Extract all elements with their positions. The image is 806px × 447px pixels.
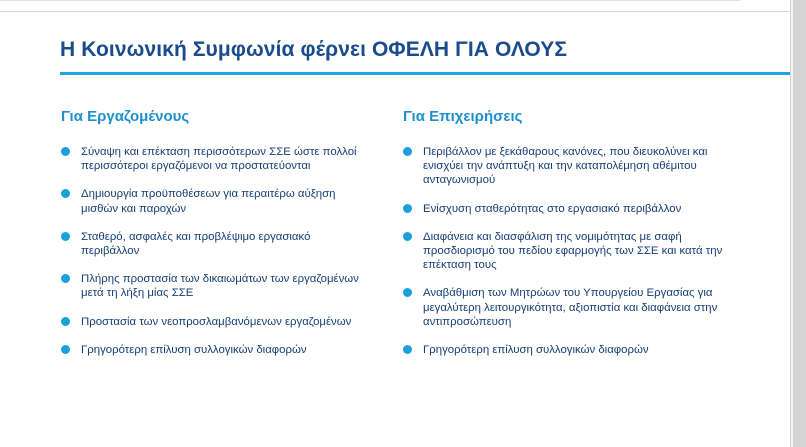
bullet-icon: [403, 345, 412, 354]
bullet-icon: [61, 189, 70, 198]
bullet-icon: [61, 232, 70, 241]
list-item: [61, 187, 361, 215]
list-item: [403, 202, 723, 216]
top-border: [0, 0, 740, 1]
employees-heading: Για Εργαζομένους: [61, 108, 190, 125]
list-item-text: Αναβάθμιση των Μητρώων του Υπουργείου Εργασίας για μεγαλύτερη λειτουργικότητα, αξιοπιστία και διαφάνεια στην αντιπροσώπευση: [423, 287, 718, 328]
list-item-text: Γρηγορότερη επίλυση συλλογικών διαφορών: [81, 343, 307, 356]
list-item-text: Δημιουργία προϋποθέσεων για περαιτέρω αύξηση μισθών και παροχών: [81, 188, 336, 215]
title-underline: [60, 72, 790, 75]
businesses-list: [403, 145, 723, 357]
bullet-icon: [61, 147, 70, 156]
list-item: [403, 286, 723, 329]
employees-list: [61, 145, 361, 357]
list-item: [61, 272, 361, 300]
bullet-icon: [61, 345, 70, 354]
list-item: [61, 343, 361, 357]
list-item-text: Ενίσχυση σταθερότητας στο εργασιακό περιβάλλον: [423, 202, 682, 215]
list-item-text: Πλήρης προστασία των δικαιωμάτων των εργαζομένων μετά τη λήξη μίας ΣΣΕ: [81, 273, 359, 300]
businesses-column: [403, 108, 723, 371]
list-item: [61, 145, 361, 173]
list-item: [61, 230, 361, 258]
list-item-text: Περιβάλλον με ξεκάθαρους κανόνες, που διευκολύνει και ενισχύει την ανάπτυξη και την καταπολέμηση αθέμιτου ανταγωνισμού: [423, 146, 708, 187]
bullet-icon: [61, 274, 70, 283]
bullet-icon: [61, 317, 70, 326]
list-item-text: Γρηγορότερη επίλυση συλλογικών διαφορών: [423, 344, 649, 357]
employees-column: [61, 108, 361, 371]
list-item-text: Σταθερό, ασφαλές και προβλέψιμο εργασιακό περιβάλλον: [81, 230, 311, 258]
bullet-icon: [403, 232, 412, 241]
list-item: [403, 343, 723, 357]
window-edge-highlight: [791, 0, 793, 447]
businesses-heading: Για Επιχειρήσεις: [403, 108, 523, 125]
list-item: [403, 230, 723, 273]
bullet-icon: [403, 288, 412, 297]
list-item: [61, 315, 361, 329]
list-item-text: Σύναψη και επέκταση περισσότερων ΣΣΕ ώστε πολλοί περισσότεροι εργαζόμενοι να προστατεύονται: [81, 146, 357, 173]
bullet-icon: [403, 204, 412, 213]
slide-title: Η Κοινωνική Συμφωνία φέρνει ΟΦΕΛΗ ΓΙΑ ΟΛΟΥΣ: [60, 38, 568, 61]
top-divider: [0, 11, 790, 12]
list-item: [403, 145, 723, 188]
list-item-text: Διαφάνεια και διασφάλιση της νομιμότητας με σαφή προσδιορισμό του πεδίου εφαρμογής των ΣΣΕ και κατά την επέκταση τους: [423, 230, 723, 272]
bullet-icon: [403, 147, 412, 156]
list-item-text: Προστασία των νεοπροσλαμβανόμενων εργαζομένων: [81, 315, 352, 328]
